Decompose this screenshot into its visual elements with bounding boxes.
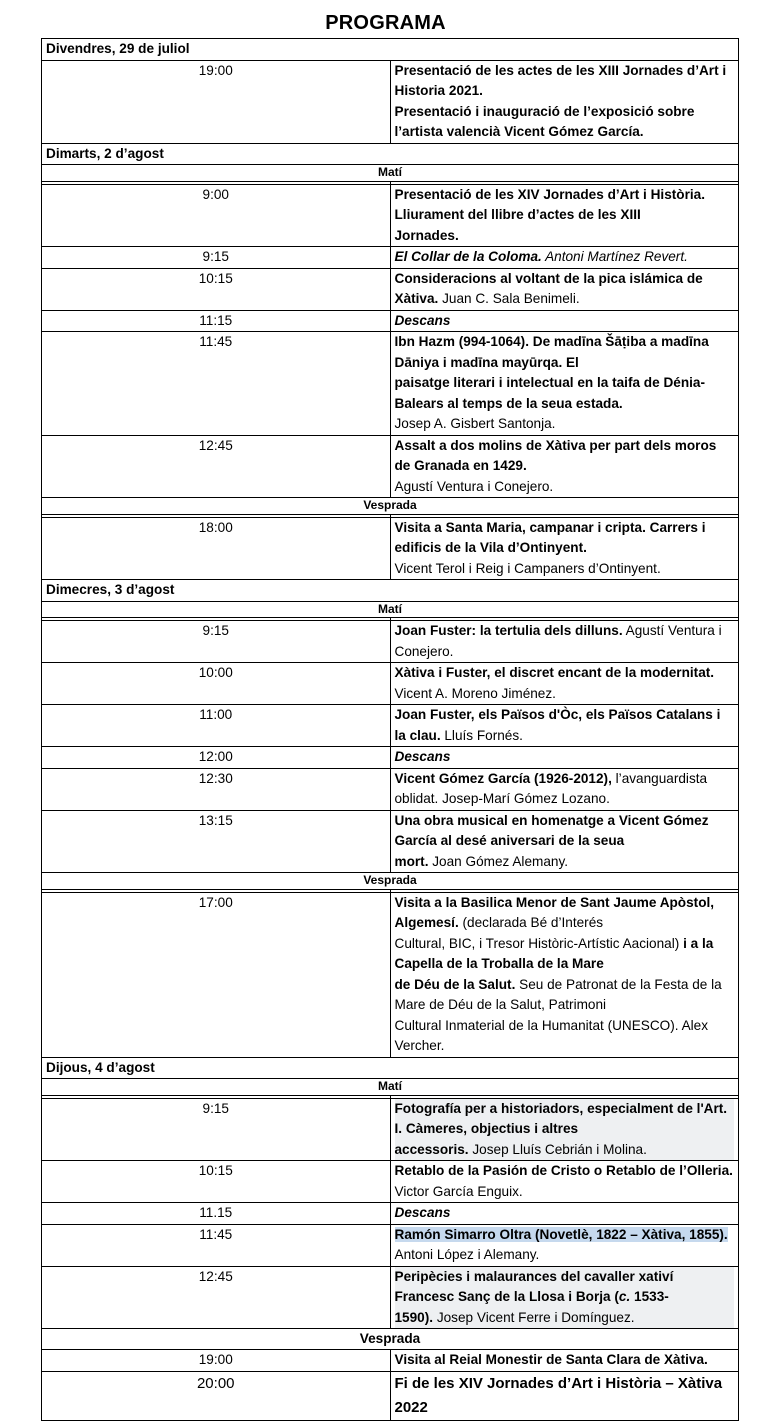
event-description (390, 1098, 739, 1161)
event-title: Peripècies i malaurances del cavaller xativí Francesc Sanç de la Llosa i Borja ( (394, 1268, 674, 1304)
event-title: Fotografía per a historiadors, especialment de l'Art. I. Càmeres, objectius i altres (395, 1099, 735, 1140)
session-row (42, 1329, 739, 1350)
event-title: El Collar de la Coloma. (394, 249, 542, 264)
event-author: Cultural Inmaterial de la Humanitat (UNESCO). Alex Vercher. (394, 1017, 709, 1053)
day-label: Divendres, 29 de juliol (42, 39, 739, 61)
event-time: 12:00 (42, 747, 391, 769)
day-label: Dimecres, 3 d’agost (42, 580, 739, 602)
event-description (390, 268, 739, 310)
session-row (42, 498, 739, 515)
session-label: Matí (42, 601, 739, 618)
event-row (42, 517, 739, 580)
day-header-row (42, 580, 739, 602)
session-label: Vesprada (42, 498, 739, 515)
event-time: 18:00 (42, 517, 391, 580)
event-title: Joan Fuster, els Països d'Òc, els Països Catalans i la clau. (394, 707, 721, 743)
event-description (390, 663, 739, 705)
event-title: Visita a Santa Maria, campanar i cripta. Carrers i edificis de la Vila d’Ontinyent. (394, 519, 706, 555)
event-time: 9:15 (42, 1098, 391, 1161)
event-row (42, 184, 739, 247)
event-row (42, 768, 739, 810)
event-title: Retablo de la Pasión de Cristo o Retablo de l’Olleria. (394, 1163, 733, 1178)
event-time: 19:00 (42, 1350, 391, 1372)
page-title: PROGRAMA (325, 12, 446, 34)
event-title: Presentació de les XIV Jornades d’Art i Història. Lliurament del llibre d’actes de les XIII (394, 186, 705, 222)
event-title: Assalt a dos molins de Xàtiva per part dels moros de Granada en 1429. (394, 437, 717, 473)
event-description (390, 435, 739, 498)
event-author: l’avanguardista oblidat. Josep-Marí Gómez Lozano. (394, 770, 708, 806)
event-author: Joan Gómez Alemany. (428, 853, 569, 869)
event-title: paisatge literari i intelectual en la taifa de Dénia-Balears al temps de la seua estada. (394, 375, 705, 411)
event-author: Victor García Enguix. (394, 1183, 523, 1199)
event-author: Antoni López i Alemany. (394, 1247, 540, 1262)
event-time: 17:00 (42, 892, 391, 1057)
event-time: 11:45 (42, 1224, 391, 1266)
event-row (42, 747, 739, 769)
day-label: Dimarts, 2 d’agost (42, 143, 739, 165)
event-time: 20:00 (42, 1371, 391, 1420)
event-author: Antoni Martínez Revert. (541, 249, 688, 264)
event-row (42, 663, 739, 705)
event-title: Fi de les XIV Jornades d’Art i Història – Xàtiva 2022 (390, 1371, 739, 1420)
session-label: Matí (42, 165, 739, 182)
day-header-row (42, 39, 739, 61)
event-time: 9:00 (42, 184, 391, 247)
event-description (390, 1161, 739, 1203)
event-title: Descans (390, 310, 739, 332)
program-table (41, 38, 739, 1421)
event-description (390, 184, 739, 247)
event-author: Agustí Ventura i Conejero. (394, 623, 722, 659)
event-author: Vicent A. Moreno Jiménez. (394, 685, 556, 701)
event-description (390, 892, 739, 1057)
event-time: 13:15 (42, 810, 391, 873)
event-title: Una obra musical en homenatge a Vicent Gómez García al desé aniversari de la seua (394, 812, 709, 848)
event-title: Jornades. (394, 227, 459, 243)
event-note: (declarada Bé d’Interés (458, 915, 604, 930)
event-row (42, 268, 739, 310)
event-row (42, 1371, 739, 1420)
session-row (42, 1079, 739, 1096)
event-description (390, 621, 739, 663)
event-row (42, 621, 739, 663)
event-title: Vicent Gómez García (1926-2012), (394, 770, 612, 786)
event-title: Visita a la Basilica Menor de Sant Jaume Apòstol, Algemesí. (394, 894, 715, 930)
event-title-abbrev: c. (618, 1289, 631, 1304)
event-row (42, 332, 739, 436)
day-header-row (42, 143, 739, 165)
day-label: Dijous, 4 d’agost (42, 1057, 739, 1079)
event-title: Ibn Hazm (994-1064). De madīna Šāṭiba a madīna Dāniya i madīna mayūrqa. El (394, 334, 709, 370)
event-title: Descans (390, 1203, 739, 1225)
event-row (42, 1350, 739, 1372)
event-description (390, 332, 739, 436)
event-time: 10:15 (42, 1161, 391, 1203)
event-description (390, 517, 739, 580)
event-row (42, 60, 739, 143)
event-row (42, 810, 739, 873)
event-time: 11:15 (42, 310, 391, 332)
event-title: Xàtiva i Fuster, el discret encant de la modernitat. (394, 665, 715, 680)
event-row (42, 310, 739, 332)
event-description (390, 705, 739, 747)
event-row (42, 892, 739, 1057)
event-row (42, 1266, 739, 1329)
session-row (42, 873, 739, 890)
event-author: Josep Vicent Ferre i Domínguez. (433, 1309, 635, 1325)
event-author: Juan C. Sala Benimeli. (438, 291, 580, 306)
event-row (42, 247, 739, 269)
event-title: Joan Fuster: la tertulia dels dilluns. (394, 623, 623, 638)
event-title: 1533- (630, 1289, 669, 1304)
event-title: Presentació i inauguració de l’exposició sobre l’artista valencià Vicent Gómez García. (394, 103, 695, 139)
event-note: Cultural, BIC, i Tresor Històric-Artístic Aacional) (394, 935, 680, 951)
event-note: Seu de Patronat de la Festa de la Mare de Déu de la Salut, Patrimoni (394, 976, 722, 1012)
event-row (42, 1224, 739, 1266)
event-title: de Déu de la Salut. (394, 976, 516, 992)
event-time: 19:00 (42, 60, 391, 143)
event-author: Agustí Ventura i Conejero. (394, 478, 554, 494)
event-title: 1590). (394, 1309, 434, 1325)
event-time: 11:00 (42, 705, 391, 747)
event-time: 11:45 (42, 332, 391, 436)
event-title: Presentació de les actes de les XIII Jornades d’Art i Historia 2021. (394, 62, 727, 98)
event-row (42, 435, 739, 498)
event-author: Josep Lluís Cebrián i Molina. (468, 1141, 647, 1157)
session-row (42, 165, 739, 182)
event-time: 11.15 (42, 1203, 391, 1225)
event-row (42, 1098, 739, 1161)
session-label: Vesprada (42, 873, 739, 890)
event-author: Josep A. Gisbert Santonja. (394, 416, 556, 431)
event-author: Vicent Terol i Reig i Campaners d’Ontinyent. (394, 560, 661, 576)
event-time: 10:00 (42, 663, 391, 705)
event-time: 9:15 (42, 247, 391, 269)
event-title: Descans (390, 747, 739, 769)
event-row (42, 705, 739, 747)
event-title: Consideracions al voltant de la pica islámica de Xàtiva. (394, 270, 703, 306)
event-title: mort. (394, 853, 429, 869)
event-title: i a la Capella de la Troballa de la Mare (394, 935, 714, 971)
event-time: 12:45 (42, 435, 391, 498)
day-header-row (42, 1057, 739, 1079)
event-title: accessoris. (394, 1141, 469, 1157)
event-time: 9:15 (42, 621, 391, 663)
event-time: 12:30 (42, 768, 391, 810)
event-row (42, 1161, 739, 1203)
event-description (390, 810, 739, 873)
session-label: Vesprada (42, 1329, 739, 1350)
event-description (390, 1224, 739, 1266)
event-description (390, 768, 739, 810)
event-time: 10:15 (42, 268, 391, 310)
event-row (42, 1203, 739, 1225)
event-title: Visita al Reial Monestir de Santa Clara de Xàtiva. (390, 1350, 739, 1372)
highlighted-title: Ramón Simarro Oltra (Novetlè, 1822 – Xàtiva, 1855). (394, 1226, 728, 1242)
event-author: Lluís Fornés. (440, 727, 523, 743)
session-row (42, 601, 739, 618)
session-label: Matí (42, 1079, 739, 1096)
event-description (390, 1266, 739, 1329)
event-description (390, 60, 739, 143)
event-time: 12:45 (42, 1266, 391, 1329)
event-description (390, 247, 739, 269)
